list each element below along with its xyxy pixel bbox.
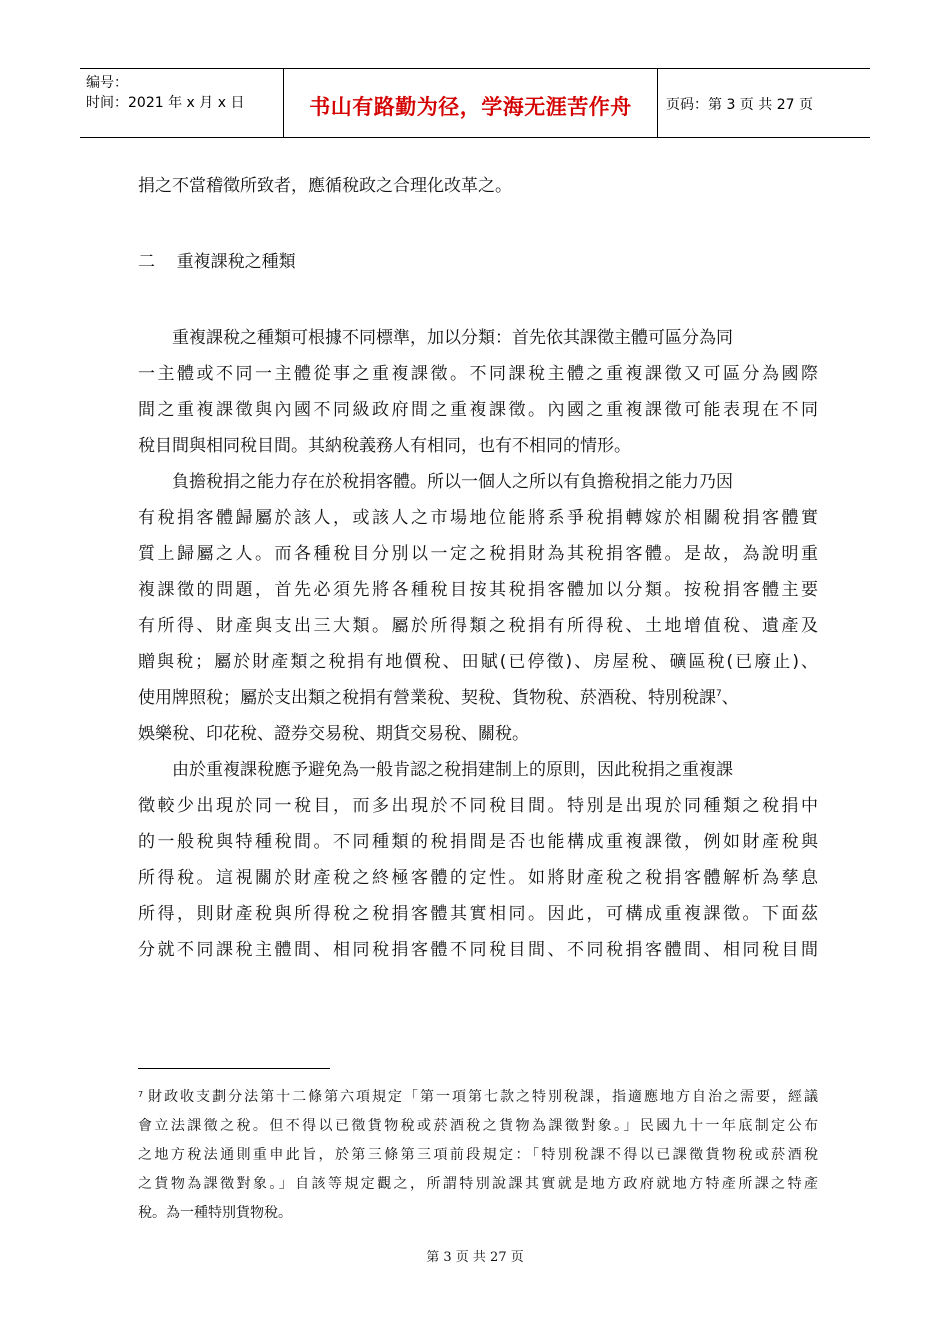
paragraph-line: 稅目間與相同稅目間。其納稅義務人有相同，也有不相同的情形。 [138,436,631,456]
header-divider [657,69,658,137]
document-body [138,168,818,968]
footnote-line: 之地方稅法通則重申此旨，於第三條第三項前段規定：「特別稅課不得以已課徵貨物稅或菸酒稅 [138,1147,818,1163]
code-label: 编号： [86,75,128,91]
paragraph-line: 有所得、財產與支出三大類。屬於所得類之稅捐有所得稅、土地增值稅、遺產及 [138,616,818,636]
document-header [80,68,870,138]
paragraph-line: 負擔稅捐之能力存在於稅捐客體。所以一個人之所以有負擔稅捐之能力乃因 [172,472,733,492]
paragraph-line: 由於重複課稅應予避免為一般肯認之稅捐建制上的原則，因此稅捐之重複課 [172,760,733,780]
paragraph-line: 贈與稅；屬於財產類之稅捐有地價稅、田賦(已停徵)、房屋稅、礦區稅(已廢止)、 [138,652,818,672]
footnote [138,1083,818,1228]
footnote-line: 之貨物為課徵對象。」自該等規定觀之，所謂特別說課其實就是地方政府就地方特產所課之特產 [138,1176,818,1192]
header-motto: 书山有路勤为径，学海无涯苦作舟 [309,95,632,119]
header-meta [86,73,244,113]
footnote-line: 稅。為一種特別貨物稅。 [138,1205,292,1221]
header-page-info: 页码：第 3 页 共 27 页 [666,97,813,113]
paragraph-line: 所得稅。這視關於財產稅之終極客體的定性。如將財產稅之稅捐客體解析為孳息 [138,868,818,888]
footnote-separator [138,1068,330,1069]
paragraph-line: 徵較少出現於同一稅目，而多出現於不同稅目間。特別是出現於同種類之稅捐中 [138,796,818,816]
paragraph-line: 一主體或不同一主體從事之重複課徵。不同課稅主體之重複課徵又可區分為國際 [138,364,818,384]
time-label: 时间：2021 年 x 月 x 日 [86,95,245,111]
paragraph-line: 捐之不當稽徵所致者，應循稅政之合理化改革之。 [138,176,512,196]
page-footer: 第 3 页 共 27 页 [426,1250,524,1265]
paragraph-line: 所得，則財產稅與所得稅之稅捐客體其實相同。因此，可構成重複課徵。下面茲 [138,904,818,924]
paragraph-line: 分就不同課稅主體間、相同稅捐客體不同稅目間、不同稅捐客體間、相同稅目間 [138,940,818,960]
footnote-line: 會立法課徵之稅。但不得以已徵貨物稅或菸酒稅之貨物為課徵對象。」民國九十一年底制定公布 [138,1118,818,1134]
footnote-number: 7 [138,1090,144,1099]
paragraph-line: 使用牌照稅；屬於支出類之稅捐有營業稅、契稅、貨物稅、菸酒稅、特別稅課$^7$、 [138,688,739,708]
footnote-reference[interactable]: 7 [716,689,722,699]
paragraph-line: 娛樂稅、印花稅、證券交易稅、期貨交易稅、關稅。 [138,724,529,744]
paragraph-line: 有稅捐客體歸屬於該人，或該人之市場地位能將系爭稅捐轉嫁於相關稅捐客體實 [138,508,818,528]
paragraph-line: 的一般稅與特種稅間。不同種類的稅捐間是否也能構成重複課徵，例如財產稅與 [138,832,818,852]
footnote-line: $^7$ 財政收支劃分法第十二條第六項規定「第一項第七款之特別稅課，指適應地方自治之需要，經議 [138,1089,818,1105]
paragraph-line: 複課徵的問題，首先必須先將各種稅目按其稅捐客體加以分類。按稅捐客體主要 [138,580,818,600]
paragraph-line: 重複課稅之種類可根據不同標準，加以分類：首先依其課徵主體可區分為同 [172,328,733,348]
section-heading: 二 重複課稅之種類 [138,252,296,272]
paragraph-line: 間之重複課徵與內國不同級政府間之重複課徵。內國之重複課徵可能表現在不同 [138,400,818,420]
paragraph-line: 質上歸屬之人。而各種稅目分別以一定之稅捐財為其稅捐客體。是故，為說明重 [138,544,818,564]
